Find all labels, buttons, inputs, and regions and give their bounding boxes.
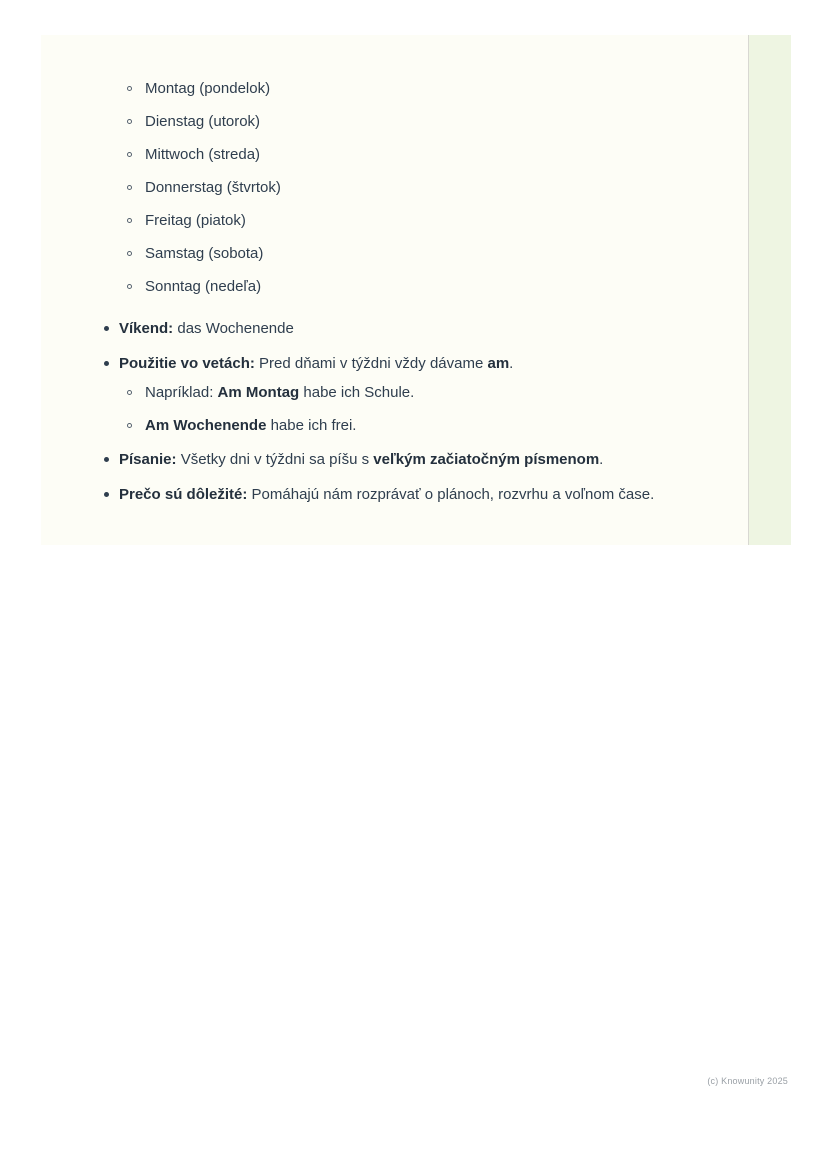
usage-label: Použitie vo vetách: (119, 355, 255, 372)
example-1-suffix: habe ich Schule. (299, 384, 415, 401)
list-item (83, 112, 731, 131)
usage-text-2: . (509, 355, 514, 372)
weekday-label: Donnerstag (štvrtok) (145, 179, 281, 196)
list-item (83, 244, 731, 263)
weekday-label: Sonntag (nedeľa) (145, 278, 262, 295)
why-text: Pomáhajú nám rozprávať o plánoch, rozvrhu a voľnom čase. (247, 486, 655, 503)
list-item (83, 178, 731, 197)
list-item-weekend (83, 318, 731, 339)
usage-text-1: Pred dňami v týždni vždy dávame (254, 355, 488, 372)
weekday-label: Dienstag (utorok) (145, 113, 261, 130)
writing-text-2: . (599, 451, 604, 468)
list-item-example-1 (119, 383, 731, 402)
writing-text-1: Všetky dni v týždni sa píšu s (176, 451, 374, 468)
list-item (83, 79, 731, 98)
top-spacer (83, 35, 731, 79)
key-points-list (83, 318, 731, 505)
weekday-label: Montag (pondelok) (145, 80, 271, 97)
weekend-text: das Wochenende (173, 320, 294, 337)
note-content (41, 35, 791, 505)
list-item-usage (83, 353, 731, 435)
usage-examples-list (119, 383, 731, 435)
writing-label: Písanie: (119, 451, 177, 468)
list-item-writing (83, 449, 731, 470)
example-1-prefix: Napríklad: (145, 384, 218, 401)
list-item (83, 211, 731, 230)
example-2-suffix: habe ich frei. (266, 417, 357, 434)
note-card (41, 35, 791, 545)
list-item (83, 277, 731, 296)
why-label: Prečo sú dôležité: (119, 486, 248, 503)
section-gap (83, 310, 731, 318)
weekday-label: Samstag (sobota) (145, 245, 264, 262)
example-1-bold: Am Montag (217, 384, 300, 401)
usage-bold: am (487, 355, 510, 372)
list-item-example-2 (119, 416, 731, 435)
weekday-label: Freitag (piatok) (145, 212, 246, 229)
weekdays-list (83, 79, 731, 296)
weekday-label: Mittwoch (streda) (145, 146, 261, 163)
weekend-label: Víkend: (119, 320, 174, 337)
list-item-why (83, 484, 731, 505)
writing-bold: veľkým začiatočným písmenom (373, 451, 600, 468)
example-2-bold: Am Wochenende (145, 417, 267, 434)
list-item (83, 145, 731, 164)
footer-copyright: (c) Knowunity 2025 (707, 1076, 788, 1086)
